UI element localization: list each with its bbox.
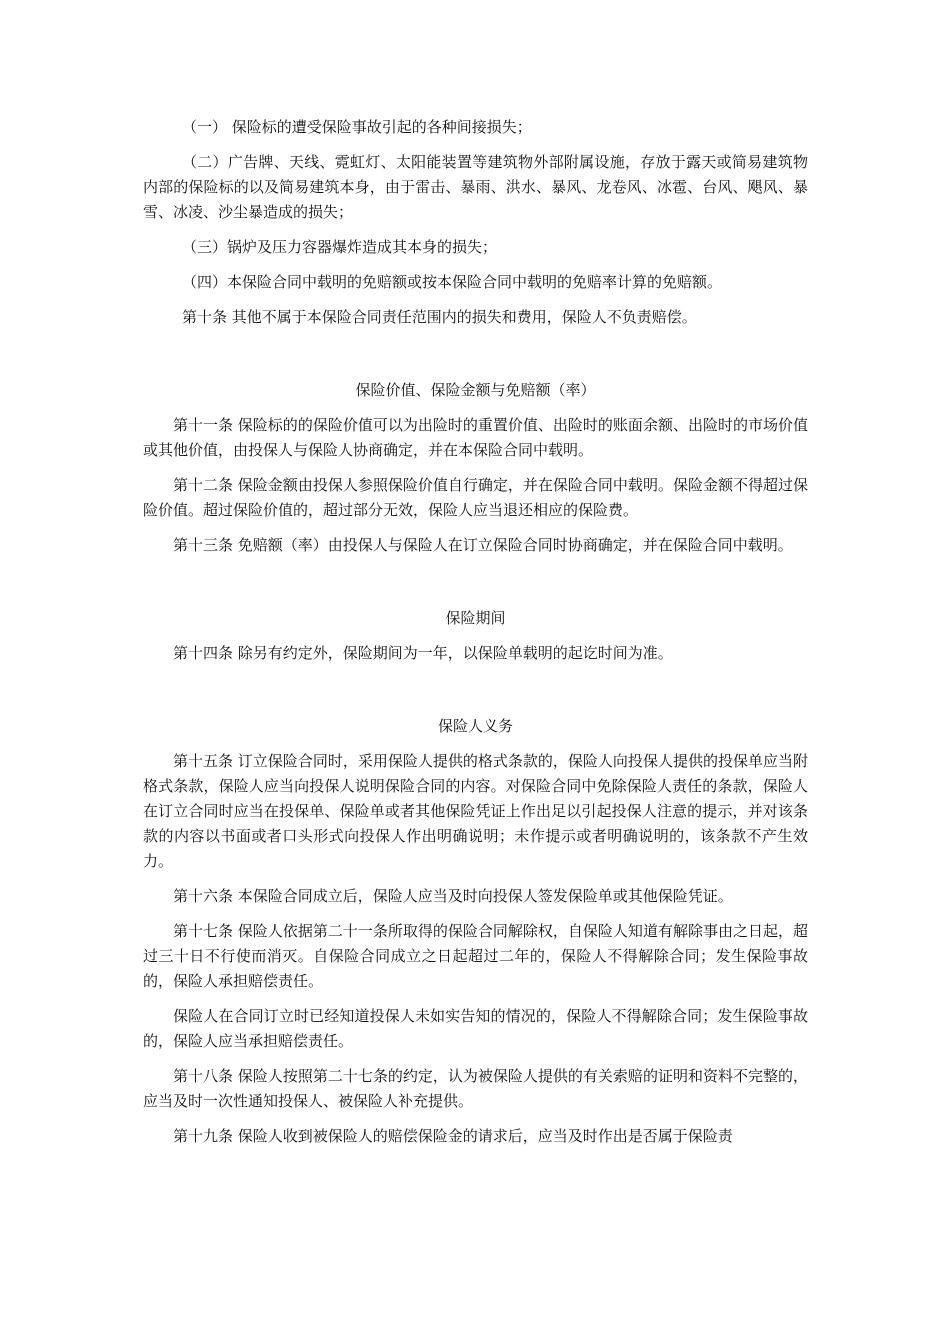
article-17: 第十七条 保险人依据第二十一条所取得的保险合同解除权，自保险人知道有解除事由之日起，超过三十日不行使而消灭。自保险合同成立之日起超过二年的，保险人不得解除合同；发生保险事故的，保险人承担赔偿责任。	[143, 922, 808, 990]
exclusion-item-2: （二）广告牌、天线、霓虹灯、太阳能装置等建筑物外部附属设施，存放于露天或简易建筑物内部的保险标的以及简易建筑本身，由于雷击、暴雨、洪水、暴风、龙卷风、冰雹、台风、飓风、暴雪、冰凌、沙尘暴造成的损失；	[143, 153, 808, 221]
article-12: 第十二条 保险金额由投保人参照保险价值自行确定，并在保险合同中载明。保险金额不得超过保险价值。超过保险价值的，超过部分无效，保险人应当退还相应的保险费。	[143, 476, 808, 519]
article-13: 第十三条 免赔额（率）由投保人与保险人在订立保险合同时协商确定，并在保险合同中载明。	[173, 536, 793, 554]
section-heading-value: 保险价值、保险金额与免赔额（率）	[355, 381, 596, 399]
section-gap	[143, 340, 808, 378]
article-11: 第十一条 保险标的的保险价值可以为出险时的重置价值、出险时的账面余额、出险时的市场价值或其他价值，由投保人与保险人协商确定，并在本保险合同中载明。	[143, 416, 808, 459]
section-gap	[143, 676, 808, 714]
article-14: 第十四条 除另有约定外，保险期间为一年，以保险单载明的起讫时间为准。	[173, 644, 673, 662]
document-body	[143, 115, 808, 1159]
section-heading-period: 保险期间	[445, 609, 506, 627]
article-15: 第十五条 订立保险合同时，采用保险人提供的格式条款的，保险人向投保人提供的投保单应当附格式条款，保险人应当向投保人说明保险合同的内容。对保险合同中免除保险人责任的条款，保险人在订立合同时应当在投保单、保险单或者其他保险凭证上作出足以引起投保人注意的提示，并对该条款的内容以书面或者口头形式向投保人作出明确说明；未作提示或者明确说明的，该条款不产生效力。	[143, 752, 808, 870]
article-18: 第十八条 保险人按照第二十七条的约定，认为被保险人提供的有关索赔的证明和资料不完整的，应当及时一次性通知投保人、被保险人补充提供。	[143, 1067, 808, 1110]
article-19: 第十九条 保险人收到被保险人的赔偿保险金的请求后，应当及时作出是否属于保险责	[173, 1127, 733, 1145]
section-heading-obligations: 保险人义务	[437, 717, 513, 735]
section-gap	[143, 568, 808, 606]
article-17-paragraph-2: 保险人在合同订立时已经知道投保人未如实告知的情况的，保险人不得解除合同；发生保险事故的，保险人应当承担赔偿责任。	[143, 1007, 808, 1050]
exclusion-item-4: （四）本保险合同中载明的免赔额或按本保险合同中载明的免赔率计算的免赔额。	[182, 273, 723, 291]
article-16: 第十六条 本保险合同成立后，保险人应当及时向投保人签发保险单或其他保险凭证。	[173, 887, 733, 905]
article-10: 第十条 其他不属于本保险合同责任范围内的损失和费用，保险人不负责赔偿。	[182, 308, 697, 326]
exclusion-item-1: （一） 保险标的遭受保险事故引起的各种间接损失；	[182, 118, 532, 136]
exclusion-item-3: （三）锅炉及压力容器爆炸造成其本身的损失；	[182, 238, 498, 256]
